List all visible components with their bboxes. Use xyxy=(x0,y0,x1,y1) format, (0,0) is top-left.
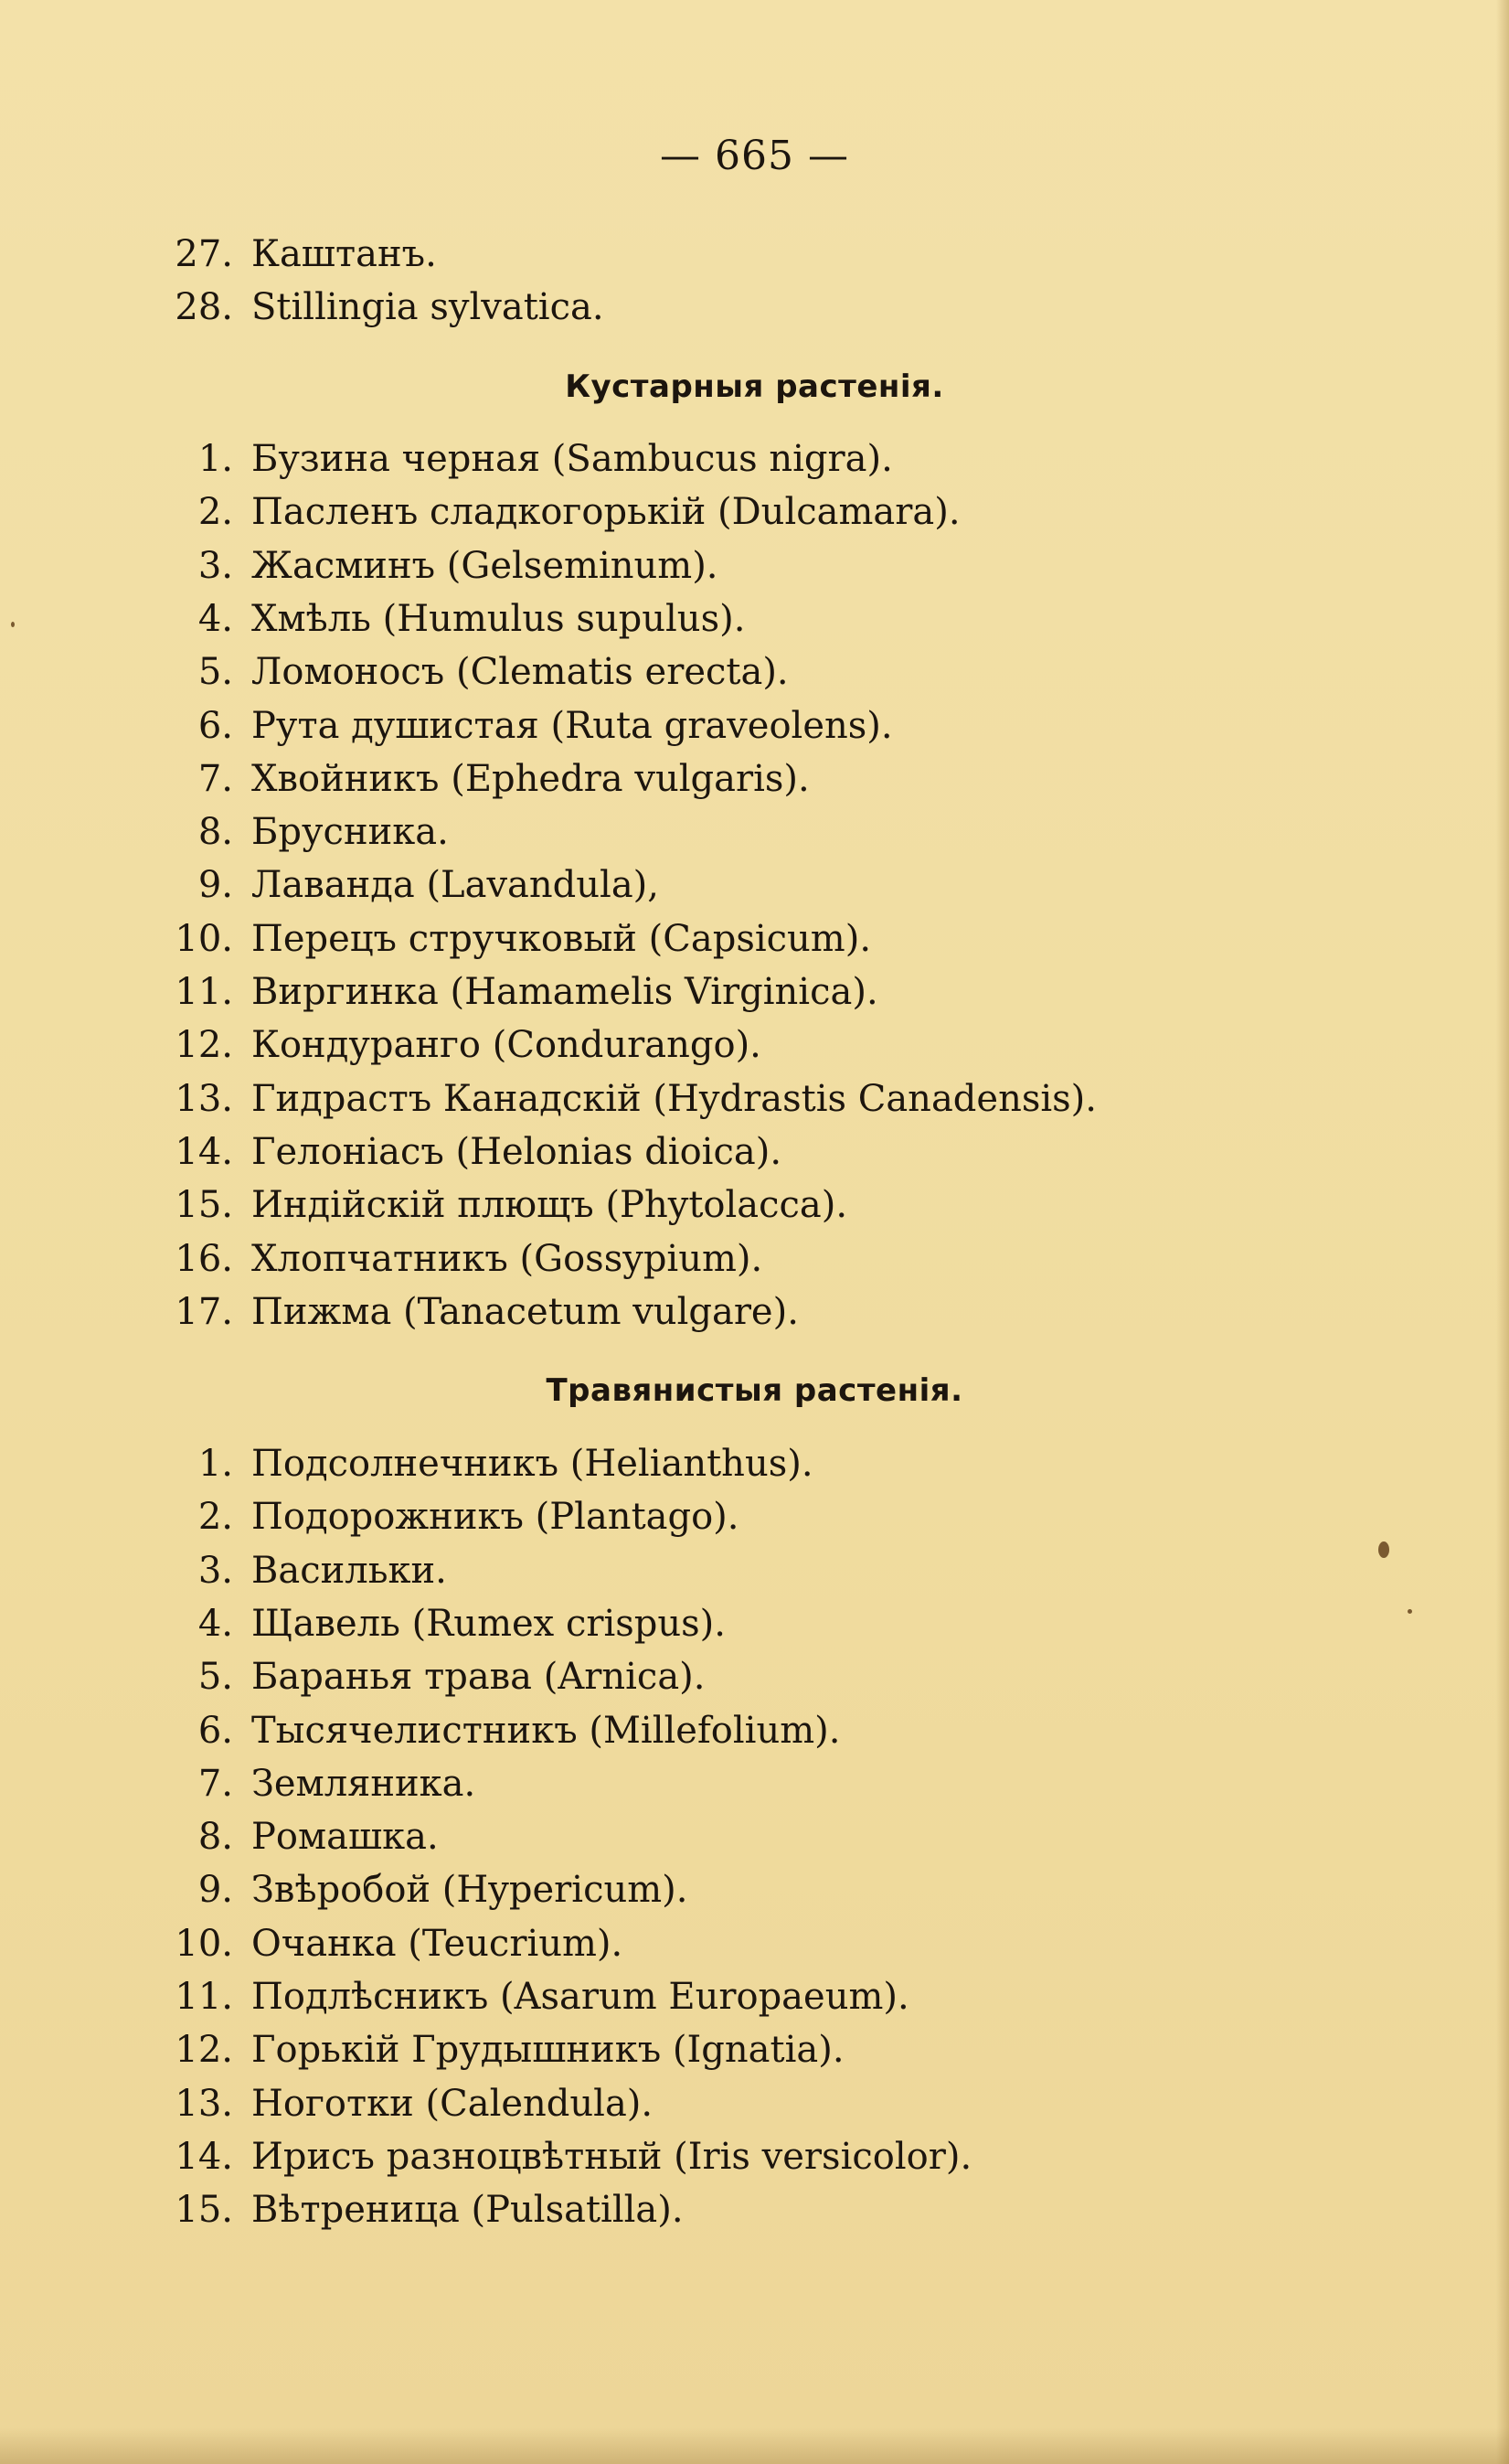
list-item-text: Васильки. xyxy=(251,1550,447,1592)
list-item-text: Хвойникъ (Ephedra vulgaris). xyxy=(251,758,810,800)
list-item-text: Горькій Грудышникъ (Ignatia). xyxy=(251,2029,845,2071)
list-item-text: Рута душистая (Ruta graveolens). xyxy=(251,705,893,747)
paper-speck xyxy=(1408,1609,1412,1614)
list-item-text: Stillingia sylvatica. xyxy=(251,286,604,328)
page-number: — 665 — xyxy=(660,133,849,179)
list-item-text: Ирисъ разноцвѣтный (Iris versicolor). xyxy=(251,2136,972,2178)
list-item-text: Очанка (Teucrium). xyxy=(251,1923,623,1965)
list-item-text: Вѣтреница (Pulsatilla). xyxy=(251,2189,684,2231)
list-item-text: Лаванда (Lavandula), xyxy=(251,864,659,906)
list-item-number: 8. xyxy=(197,811,233,853)
list-item-number: 14. xyxy=(175,2136,233,2178)
list-item-text: Перецъ стручковый (Capsicum). xyxy=(251,918,872,960)
list-item-number: 7. xyxy=(197,1763,233,1805)
paper-speck xyxy=(11,622,15,627)
list-item-text: Пижма (Tanacetum vulgare). xyxy=(251,1291,799,1333)
list-item-text: Земляника. xyxy=(251,1763,476,1805)
list-item-number: 9. xyxy=(197,864,233,906)
list-item-number: 4. xyxy=(197,598,233,640)
list-item-number: 15. xyxy=(175,2189,233,2231)
list-item-number: 28. xyxy=(175,286,233,328)
list-item-text: Щавель (Rumex crispus). xyxy=(251,1603,727,1645)
list-item-text: Каштанъ. xyxy=(251,233,437,275)
list-item-number: 8. xyxy=(197,1816,233,1858)
list-item-number: 16. xyxy=(175,1238,233,1280)
section-heading-herbs: Травянистыя растенія. xyxy=(546,1372,963,1409)
list-item-text: Пасленъ сладкогорькій (Dulcamara). xyxy=(251,491,961,533)
list-item-text: Тысячелистникъ (Millefolium). xyxy=(251,1710,841,1752)
list-item-number: 12. xyxy=(175,1024,233,1066)
paper-speck xyxy=(1378,1541,1389,1558)
list-item-number: 9. xyxy=(197,1869,233,1911)
list-item-text: Кондуранго (Condurango). xyxy=(251,1024,761,1066)
list-item-number: 14. xyxy=(175,1131,233,1173)
list-item-text: Ломоносъ (Clematis erecta). xyxy=(251,651,789,693)
list-item-number: 13. xyxy=(175,2083,233,2125)
list-item-number: 7. xyxy=(197,758,233,800)
list-item-number: 3. xyxy=(197,1550,233,1592)
list-item-number: 6. xyxy=(197,1710,233,1752)
list-item-text: Индійскій плющъ (Phytolacca). xyxy=(251,1184,848,1226)
list-item-number: 1. xyxy=(197,438,233,480)
list-item-text: Звѣробой (Hypericum). xyxy=(251,1869,688,1911)
list-item-number: 27. xyxy=(175,233,233,275)
list-item-number: 5. xyxy=(197,1656,233,1698)
list-item-number: 6. xyxy=(197,705,233,747)
list-item-text: Ноготки (Calendula). xyxy=(251,2083,654,2125)
list-item-number: 17. xyxy=(175,1291,233,1333)
list-item-number: 11. xyxy=(175,971,233,1013)
list-item-text: Подлѣсникъ (Asarum Europaeum). xyxy=(251,1976,909,2018)
list-item-number: 1. xyxy=(197,1443,233,1485)
list-item-text: Гелоніасъ (Helonias dioica). xyxy=(251,1131,782,1173)
list-item-text: Гидрастъ Канадскій (Hydrastis Canadensis). xyxy=(251,1078,1097,1120)
list-item-number: 15. xyxy=(175,1184,233,1226)
list-item-text: Подорожникъ (Plantago). xyxy=(251,1496,739,1538)
page-bottom-shadow xyxy=(0,2427,1509,2464)
list-item-text: Бузина черная (Sambucus nigra). xyxy=(251,438,893,480)
list-item-number: 2. xyxy=(197,1496,233,1538)
list-item-text: Ромашка. xyxy=(251,1816,439,1858)
list-item-text: Хлопчатникъ (Gossypium). xyxy=(251,1238,763,1280)
list-item-number: 11. xyxy=(175,1976,233,2018)
list-item-text: Брусника. xyxy=(251,811,449,853)
list-item-number: 4. xyxy=(197,1603,233,1645)
list-item-text: Хмѣль (Humulus supulus). xyxy=(251,598,746,640)
list-item-number: 3. xyxy=(197,545,233,587)
list-item-number: 2. xyxy=(197,491,233,533)
list-item-number: 5. xyxy=(197,651,233,693)
list-item-number: 10. xyxy=(175,1923,233,1965)
list-item-number: 12. xyxy=(175,2029,233,2071)
section-heading-shrubs: Кустарныя растенія. xyxy=(565,368,944,405)
list-item-text: Виргинка (Hamamelis Virginica). xyxy=(251,971,878,1013)
list-item-text: Подсолнечникъ (Helianthus). xyxy=(251,1443,813,1485)
list-item-number: 10. xyxy=(175,918,233,960)
list-item-number: 13. xyxy=(175,1078,233,1120)
list-item-text: Жасминъ (Gelseminum). xyxy=(251,545,718,587)
list-item-text: Баранья трава (Arnica). xyxy=(251,1656,706,1698)
